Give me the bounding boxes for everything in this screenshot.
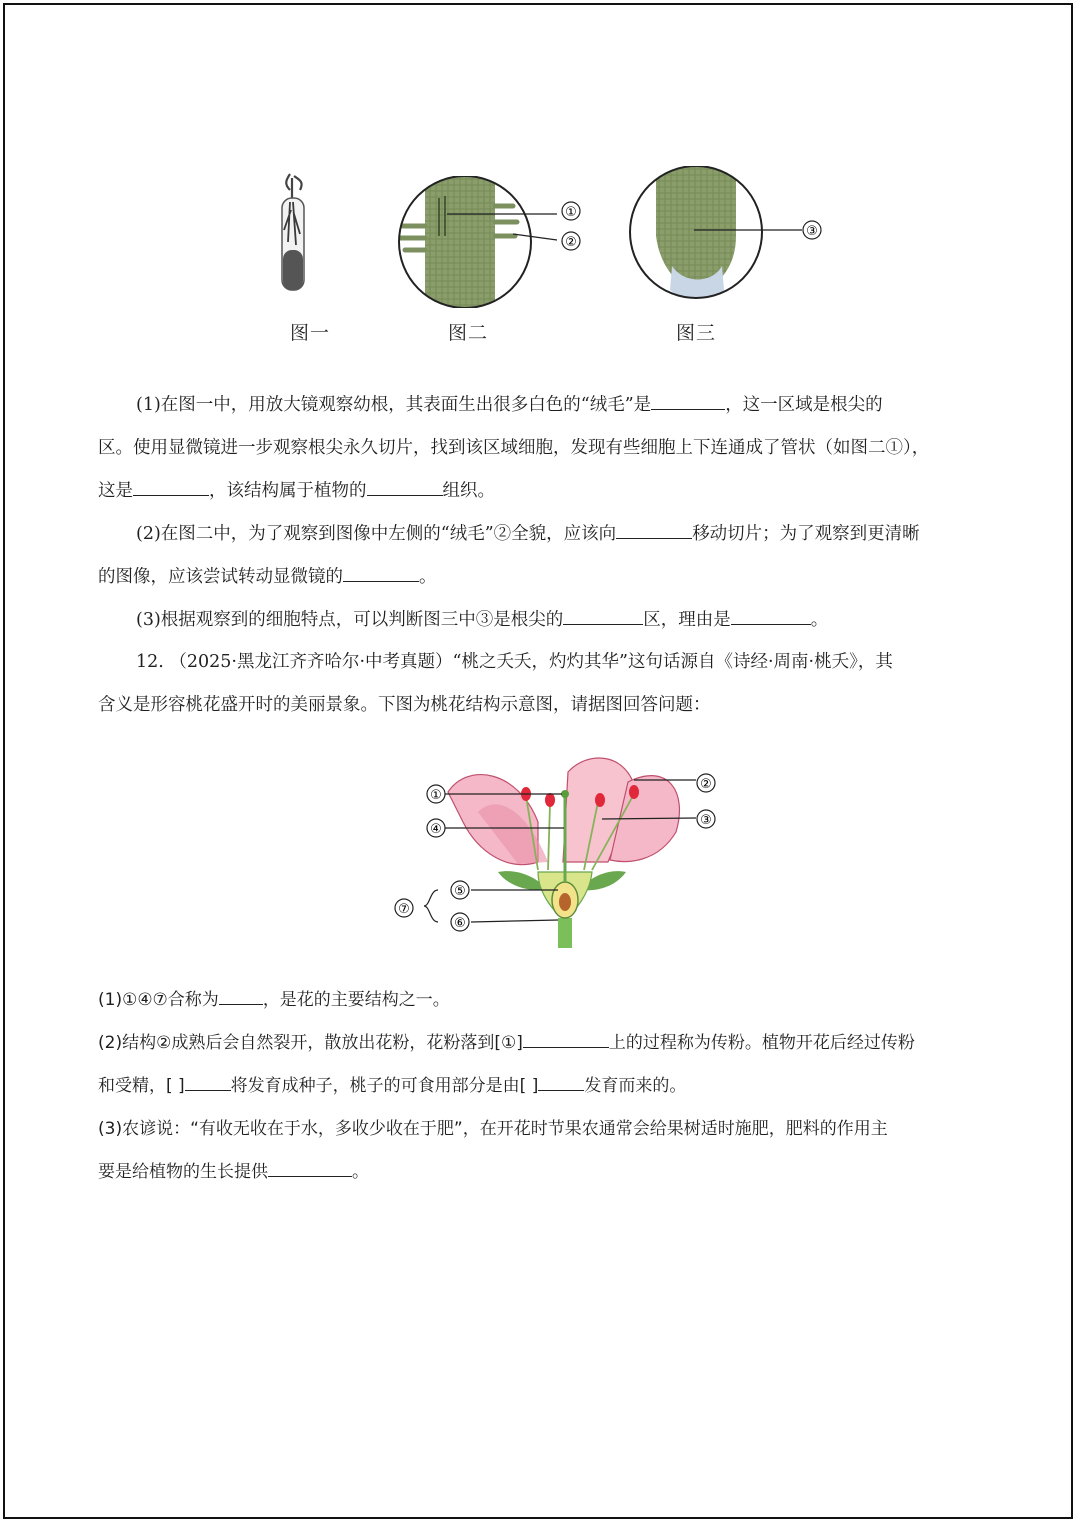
q11-part1-line2 bbox=[98, 427, 988, 470]
q12-s2-text-e: 发育而来的。 bbox=[584, 1076, 687, 1096]
q11-p1-text-b: ，这一区域是根尖的 bbox=[725, 395, 883, 415]
figure-2-label-1: ① bbox=[565, 205, 577, 220]
blank-ovary-wall[interactable] bbox=[538, 1070, 584, 1091]
q11-p1-text-f: 组织。 bbox=[442, 481, 495, 501]
q11-part2 bbox=[98, 513, 988, 556]
q12-s3-text-b: 要是给植物的生长提供 bbox=[98, 1162, 268, 1182]
q11-p2-text-b: 移动切片；为了观察到更清晰 bbox=[692, 524, 920, 544]
flower-label-7: ⑦ bbox=[398, 902, 410, 917]
blank-root-hair[interactable] bbox=[651, 389, 725, 410]
q12-intro bbox=[98, 641, 988, 684]
q11-part2-line2 bbox=[98, 556, 988, 599]
blank-move-direction[interactable] bbox=[616, 518, 692, 539]
blank-pistil[interactable] bbox=[219, 984, 263, 1005]
q12-s2-text-b: 上的过程称为传粉。植物开花后经过传粉 bbox=[608, 1033, 915, 1053]
q12-part3 bbox=[98, 1108, 988, 1151]
q11-p2-text-c: 的图像，应该尝试转动显微镜的 bbox=[98, 567, 343, 587]
q11-part1 bbox=[98, 384, 988, 427]
figure-3-caption: 图三 bbox=[676, 322, 717, 344]
peach-flower-diagram bbox=[388, 752, 728, 952]
q12-s2-text-a: (2)结构②成熟后会自然裂开，散放出花粉，花粉落到[①] bbox=[98, 1033, 523, 1053]
q12-s1-text-a: (1)①④⑦合称为 bbox=[98, 990, 219, 1010]
figure-2-root-hair-zone bbox=[385, 176, 595, 308]
flower-label-1: ① bbox=[430, 788, 442, 803]
blank-microscope-part[interactable] bbox=[343, 561, 419, 582]
figure-3-root-tip bbox=[620, 166, 830, 302]
q12-intro-line2 bbox=[98, 684, 988, 727]
q12-part2 bbox=[98, 1022, 988, 1065]
blank-ovule[interactable] bbox=[185, 1070, 231, 1091]
flower-label-2: ② bbox=[700, 777, 712, 792]
q12-intro-line1: 12. （2025·黑龙江齐齐哈尔·中考真题）“桃之夭夭，灼灼其华”这句话源自《诗经·周南·桃夭》，其 bbox=[136, 652, 893, 672]
blank-stigma[interactable] bbox=[523, 1027, 609, 1048]
q12-part2-line2 bbox=[98, 1065, 988, 1108]
figure-2-label-2: ② bbox=[565, 235, 577, 250]
q12-intro-text: 含义是形容桃花盛开时的美丽景象。下图为桃花结构示意图，请据图回答问题： bbox=[98, 695, 711, 715]
q11-p2-text-d: 。 bbox=[419, 567, 437, 587]
q11-p2-text-a: (2)在图二中，为了观察到图像中左侧的“绒毛”②全貌，应该向 bbox=[136, 524, 617, 544]
blank-reason[interactable] bbox=[731, 604, 811, 625]
blank-tissue[interactable] bbox=[367, 475, 443, 496]
q11-p3-text-c: 。 bbox=[810, 610, 829, 630]
q11-p1-text-e: ，该结构属于植物的 bbox=[209, 481, 367, 501]
flower-label-6: ⑥ bbox=[454, 916, 466, 931]
blank-vessel[interactable] bbox=[133, 475, 209, 496]
figure-2-caption: 图二 bbox=[448, 322, 489, 344]
figure-3-label-3: ③ bbox=[806, 224, 818, 239]
q12-s2-text-c: 和受精，[ ] bbox=[98, 1076, 185, 1096]
q11-p1-text-c: 区。使用显微镜进一步观察根尖永久切片，找到该区域细胞，发现有些细胞上下连通成了管状（如图二①）， bbox=[98, 438, 930, 458]
q11-p1-text-d: 这是 bbox=[98, 481, 133, 501]
q11-part3 bbox=[98, 599, 988, 642]
figure-1-seedling-tube bbox=[270, 170, 320, 300]
q12-s1-text-b: ，是花的主要结构之一。 bbox=[262, 990, 450, 1010]
blank-zone[interactable] bbox=[563, 604, 643, 625]
q12-part3-line2 bbox=[98, 1151, 988, 1194]
q11-p3-text-b: 区，理由是 bbox=[643, 610, 731, 630]
q12-part1 bbox=[98, 979, 988, 1022]
q12-s2-text-d: 将发育成种子，桃子的可食用部分是由[ ] bbox=[230, 1076, 539, 1096]
q12-s3-text-a: (3)农谚说：“有收无收在于水，多收少收在于肥”，在开花时节果农通常会给果树适时施肥，肥料的作用主 bbox=[98, 1119, 888, 1139]
q12-s3-text-c: 。 bbox=[352, 1162, 369, 1182]
q11-p3-text-a: (3)根据观察到的细胞特点，可以判断图三中③是根尖的 bbox=[136, 610, 564, 630]
flower-label-5: ⑤ bbox=[454, 884, 466, 899]
figure-1-caption: 图一 bbox=[290, 322, 331, 344]
blank-inorganic-salts[interactable] bbox=[268, 1156, 352, 1177]
flower-label-4: ④ bbox=[430, 822, 442, 837]
q11-p1-text-a: (1)在图一中，用放大镜观察幼根，其表面生出很多白色的“绒毛”是 bbox=[136, 395, 652, 415]
q11-part1-line3 bbox=[98, 470, 988, 513]
flower-label-3: ③ bbox=[700, 813, 712, 828]
